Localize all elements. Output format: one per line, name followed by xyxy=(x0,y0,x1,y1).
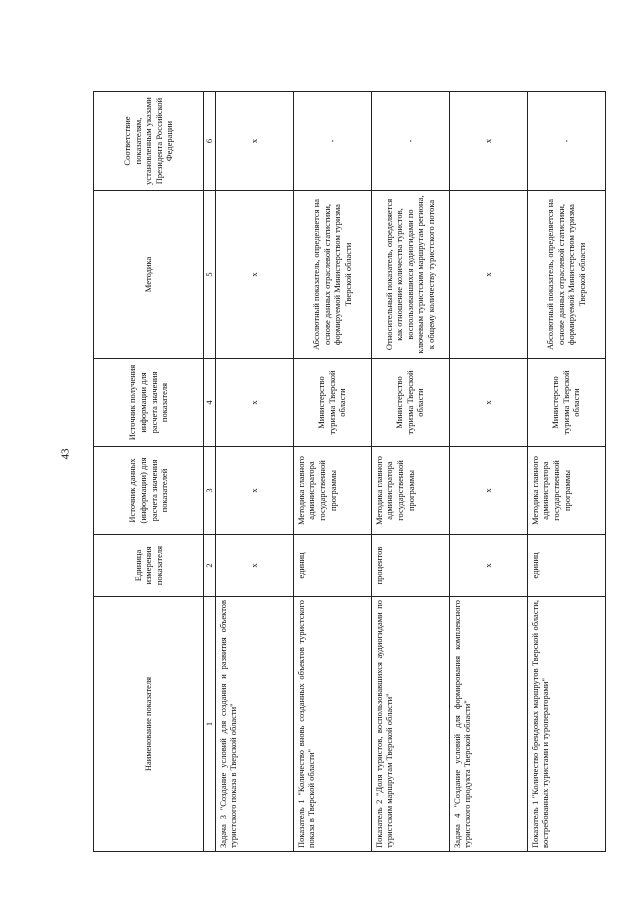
method-cell: x xyxy=(449,191,527,359)
unit-cell: процентов xyxy=(371,535,449,597)
info-source-cell: x xyxy=(215,359,293,447)
data-source-cell: x xyxy=(215,447,293,535)
column-number: 3 xyxy=(204,447,216,535)
indicator-name: Задача 3 "Создание условий для создания и развития объектов туристского показа в Тверской области" xyxy=(215,597,293,852)
header-unit: Единица измерения показателя xyxy=(94,535,204,597)
column-number: 5 xyxy=(204,191,216,359)
header-method: Методика xyxy=(94,191,204,359)
method-cell: Абсолютный показатель, определяется на основе данных отраслевой статистики, формируемой Министерством туризма Тверской области xyxy=(293,191,371,359)
indicator-name: Показатель 2 "Доля туристов, воспользовавшихся аудиогидами по туристским маршрутам Тверской области" xyxy=(371,597,449,852)
data-source-cell: x xyxy=(449,447,527,535)
info-source-cell: Министерство туризма Тверской области xyxy=(527,359,605,447)
data-source-cell: Методика главного администратора государственной программы xyxy=(527,447,605,535)
table-row xyxy=(293,92,371,852)
rotated-table-container xyxy=(93,92,587,852)
unit-cell: единиц xyxy=(293,535,371,597)
column-number: 4 xyxy=(204,359,216,447)
decree-cell: x xyxy=(215,92,293,191)
info-source-cell: Министерство туризма Тверской области xyxy=(293,359,371,447)
unit-cell: единиц xyxy=(527,535,605,597)
decree-cell: - xyxy=(371,92,449,191)
data-source-cell: Методика главного администратора государственной программы xyxy=(293,447,371,535)
header-data-source: Источник данных (информации) для расчета значения показателей xyxy=(94,447,204,535)
table-row xyxy=(371,92,449,852)
page-number: 43 xyxy=(59,448,72,460)
table-row xyxy=(215,92,293,852)
info-source-cell: Министерство туризма Тверской области xyxy=(371,359,449,447)
unit-cell: x xyxy=(215,535,293,597)
method-cell: Относительный показатель, определяется как отношение количества туристов, воспользовавшихся аудиогидами по ключевым туристским маршрутам региона, к общему количеству туристского потока xyxy=(371,191,449,359)
table-row xyxy=(449,92,527,852)
indicator-name: Показатель 1 "Количество брендовых маршрутов Тверской области, востребованных туристами и туроператорами" xyxy=(527,597,605,852)
method-cell: x xyxy=(215,191,293,359)
column-number: 1 xyxy=(204,597,216,852)
indicators-table xyxy=(93,91,606,852)
method-cell: Абсолютный показатель, определяется на основе данных отраслевой статистики, формируемой Министерством туризма Тверской области xyxy=(527,191,605,359)
header-name: Наименование показателя xyxy=(94,597,204,852)
table-row xyxy=(527,92,605,852)
decree-cell: - xyxy=(293,92,371,191)
indicator-name: Показатель 1 "Количество вновь созданных объектов туристского показа в Тверской области" xyxy=(293,597,371,852)
header-decree: Соответствие показателям, установленным указами Президента Российской Федерации xyxy=(94,92,204,191)
info-source-cell: x xyxy=(449,359,527,447)
header-info-source: Источник получения информации для расчета значения показателя xyxy=(94,359,204,447)
data-source-cell: Методика главного администратора государственной программы xyxy=(371,447,449,535)
column-number: 2 xyxy=(204,535,216,597)
indicator-name: Задача 4 "Создание условий для формирования комплексного туристского продукта Тверской области" xyxy=(449,597,527,852)
column-number: 6 xyxy=(204,92,216,191)
unit-cell: x xyxy=(449,535,527,597)
decree-cell: - xyxy=(527,92,605,191)
decree-cell: x xyxy=(449,92,527,191)
